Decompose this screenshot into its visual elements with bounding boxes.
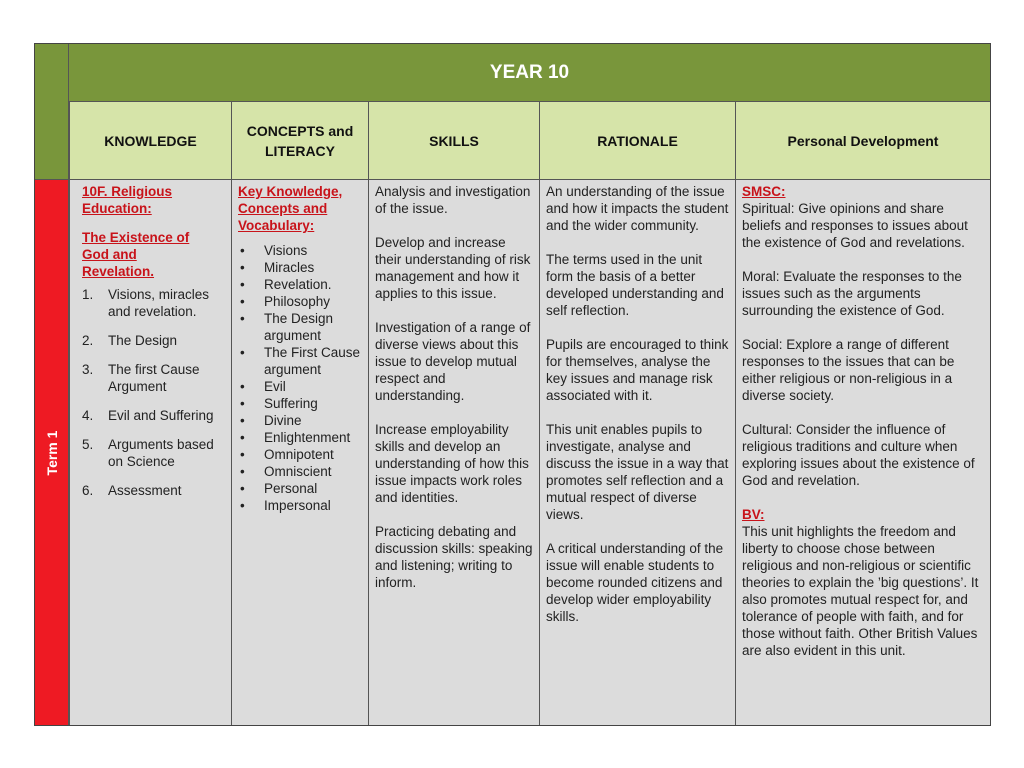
bv-text: This unit highlights the freedom and liberty to choose chose between religious and non-religious or scientific theories to explain the ’big questions’. It also promotes mutual respect for, and tolerance of people with faith, and for those without faith. Other British Values are also evident in this unit. [742,524,979,658]
bv-label: BV: [742,507,765,522]
knowledge-cell [69,180,231,725]
list-item: • Evil [240,379,286,394]
header-knowledge: KNOWLEDGE [69,102,231,180]
moral-text: Moral: Evaluate the responses to the issues such as the arguments surrounding the existence of God. [742,269,962,318]
skills-text: Analysis and investigation of the issue. [375,184,531,216]
personal-development-cell [735,180,990,725]
list-item: • Miracles [240,260,315,275]
list-item: • Impersonal [240,498,331,513]
list-item: 3. The first Cause Argument [82,362,200,394]
spiritual-text: Spiritual: Give opinions and share beliefs and responses to issues about the existence of God and revelations. [742,201,968,250]
skills-text: Practicing debating and discussion skills: speaking and listening; writing to inform. [375,524,533,590]
topic-title: The Existence of God and Revelation. [82,230,190,279]
skills-text: Investigation of a range of diverse views about this issue to develop mutual respect and understanding. [375,320,531,403]
list-item: 1. Visions, miracles and revelation. [82,287,210,319]
smsc-label: SMSC: [742,184,786,199]
term-column [35,180,69,725]
header-skills: SKILLS [368,102,539,180]
skills-text: Increase employability skills and develop an understanding of how this issue impacts work roles and identities. [375,422,529,505]
year-title: YEAR 10 [69,44,990,102]
list-item: 2. The Design [82,333,178,348]
corner-cell [35,44,69,180]
unit-title: 10F. Religious Education: [82,184,173,216]
list-item: • Revelation. [240,277,332,292]
skills-cell [368,180,539,725]
rationale-text: The terms used in the unit form the basis of a better developed understanding and self reflection. [546,252,724,318]
list-item: • Suffering [240,396,318,411]
list-item: • Divine [240,413,302,428]
list-item: • Omniscient [240,464,332,479]
rationale-text: A critical understanding of the issue will enable students to become rounded citizens and develop wider employability skills. [546,541,724,624]
header-personal-development: Personal Development [735,102,990,180]
list-item: • Philosophy [240,294,331,309]
rationale-text: An understanding of the issue and how it impacts the student and the wider community. [546,184,729,233]
rationale-cell [539,180,735,725]
knowledge-list [82,286,225,499]
cultural-text: Cultural: Consider the influence of religious traditions and culture when exploring issues about the existence of God and revelation. [742,422,975,488]
rationale-text: Pupils are encouraged to think for themselves, analyse the key issues and manage risk associated with it. [546,337,729,403]
list-item: • Personal [240,481,318,496]
vocabulary-list [238,242,362,514]
term-label: Term 1 [43,430,60,475]
list-item: • Omnipotent [240,447,334,462]
skills-text: Develop and increase their understanding of risk management and how it applies to this issue. [375,235,531,301]
list-item: 4. Evil and Suffering [82,408,214,423]
header-concepts: CONCEPTS and LITERACY [231,102,368,180]
list-item: • Enlightenment [240,430,351,445]
list-item: • Visions [240,243,308,258]
curriculum-table [34,43,991,726]
concepts-cell [231,180,368,725]
list-item: • The First Cause argument [240,345,361,377]
rationale-text: This unit enables pupils to investigate, analyse and discuss the issue in a way that promotes self reflection and a mutual respect of diverse views. [546,422,729,522]
list-item: 6. Assessment [82,483,182,498]
concepts-heading: Key Knowledge, Concepts and Vocabulary: [238,184,343,233]
social-text: Social: Explore a range of different responses to the issues that can be either religious or non-religious in a diverse society. [742,337,955,403]
list-item: • The Design argument [240,311,334,343]
header-rationale: RATIONALE [539,102,735,180]
list-item: 5. Arguments based on Science [82,437,214,469]
